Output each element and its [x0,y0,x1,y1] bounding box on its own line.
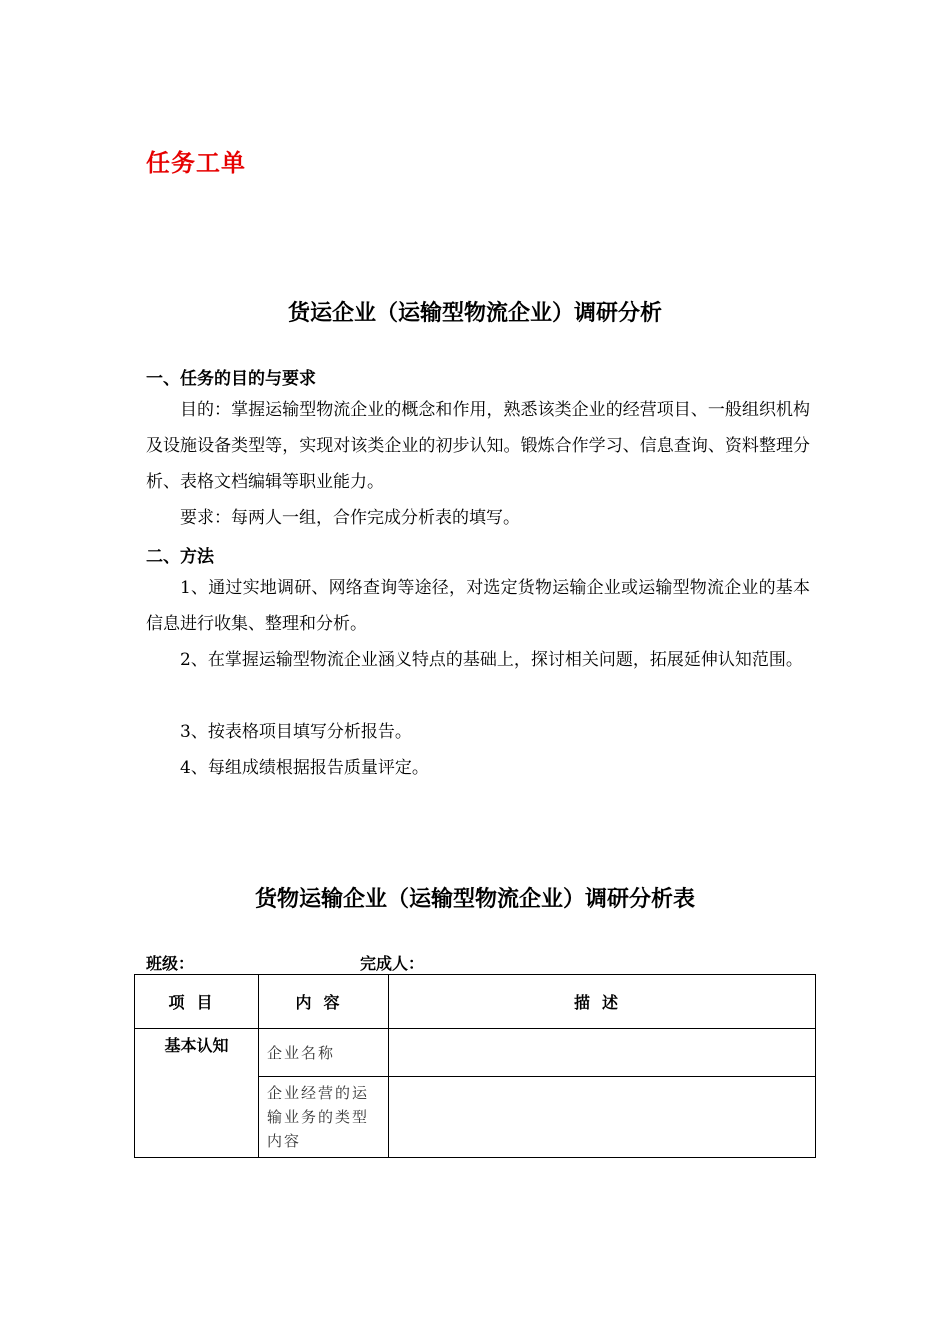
paragraph-method-2: 2、在掌握运输型物流企业涵义特点的基础上，探讨相关问题，拓展延伸认知范围。 [180,650,803,670]
description-cell-business-type[interactable] [389,1077,816,1158]
paragraph-requirement: 要求：每两人一组，合作完成分析表的填写。 [180,508,520,528]
paragraph-method-3: 3、按表格项目填写分析报告。 [180,722,412,742]
analysis-table [134,974,816,1158]
section-heading-method: 二、方法 [146,547,214,567]
paragraph-method-4: 4、每组成绩根据报告质量评定。 [180,758,429,778]
class-label: 班级： [146,954,195,973]
section-heading-purpose: 一、任务的目的与要求 [146,369,316,389]
header-content: 内容 [259,975,389,1029]
main-title: 货运企业（运输型物流企业）调研分析 [287,301,662,326]
paragraph-method-1: 1、通过实地调研、网络查询等途径，对选定货物运输企业或运输型物流企业的基本信息进行收集、整理和分析。 [146,578,810,634]
doc-label: 任务工单 [146,149,246,177]
table-header-row [135,975,816,1029]
table-title: 货物运输企业（运输型物流企业）调研分析表 [254,887,695,912]
header-item: 项目 [135,975,259,1029]
content-cell-business-type: 企业经营的运输业务的类型内容 [259,1077,389,1158]
group-label-basic: 基本认知 [135,1029,259,1158]
header-description: 描述 [389,975,816,1029]
table-row [135,1029,816,1077]
description-cell-company-name[interactable] [389,1029,816,1077]
author-label: 完成人： [360,954,425,973]
paragraph-purpose: 目的：掌握运输型物流企业的概念和作用，熟悉该类企业的经营项目、一般组织机构及设施设备类型等，实现对该类企业的初步认知。锻炼合作学习、信息查询、资料整理分析、表格文档编辑等职业能力。 [146,400,810,492]
content-cell-company-name: 企业名称 [259,1029,389,1077]
